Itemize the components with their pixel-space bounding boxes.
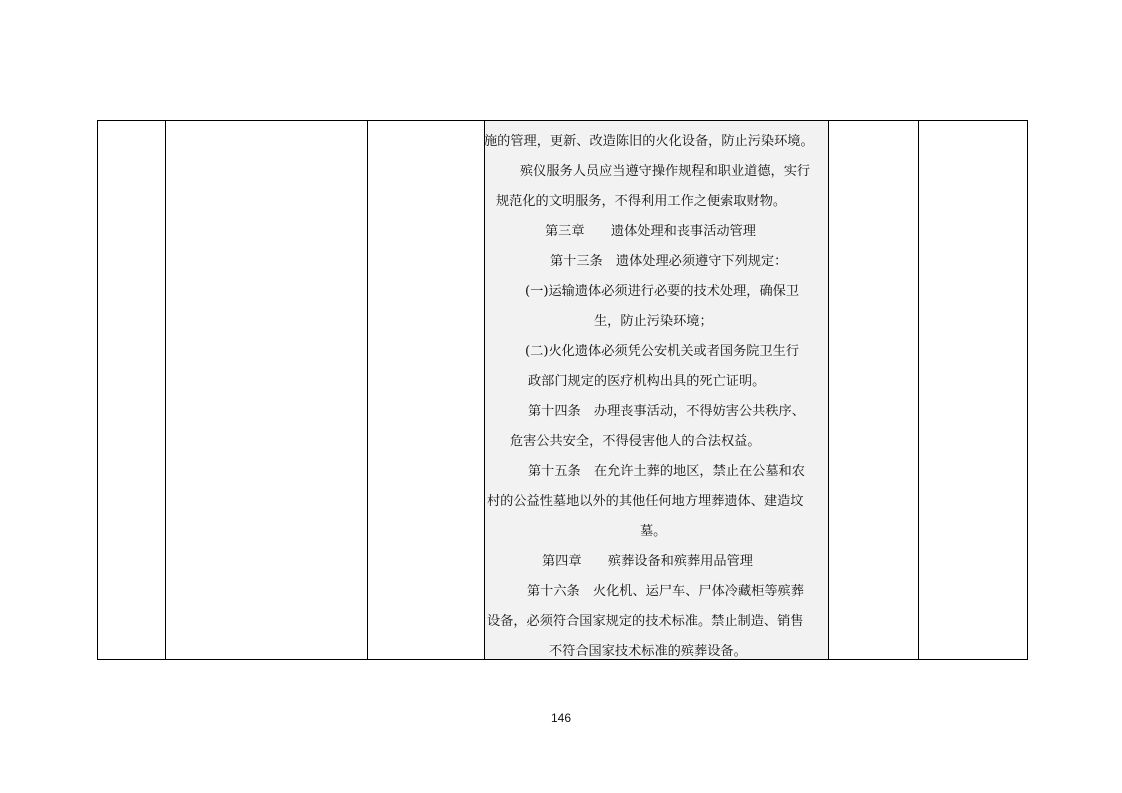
chapter-heading: 第三章 遗体处理和丧事活动管理 (545, 224, 756, 239)
text-line: 设备，必须符合国家规定的技术标准。禁止制造、销售 (487, 614, 804, 629)
text-line: (一)运输遗体必须进行必要的技术处理，确保卫 (525, 284, 800, 299)
table-cell-5 (829, 121, 919, 659)
text-line: 村的公益性墓地以外的其他任何地方埋葬遗体、建造坟 (487, 494, 804, 509)
text-line: 施的管理，更新、改造陈旧的火化设备，防止污染环境。 (484, 134, 814, 149)
table-cell-6 (919, 121, 1027, 659)
table-cell-3 (368, 121, 485, 659)
page-number: 146 (550, 711, 572, 725)
text-line: 危害公共安全，不得侵害他人的合法权益。 (510, 434, 761, 449)
table-cell-regulation-text (485, 121, 829, 659)
chapter-heading: 第四章 殡葬设备和殡葬用品管理 (542, 554, 753, 569)
text-line: 殡仪服务人员应当遵守操作规程和职业道德，实行 (520, 164, 811, 179)
article-text-line: 第十六条 火化机、运尸车、尸体冷藏柜等殡葬 (527, 584, 804, 599)
table-cell-2 (166, 121, 368, 659)
text-line: (二)火化遗体必须凭公安机关或者国务院卫生行 (525, 344, 800, 359)
text-line: 不符合国家技术标准的殡葬设备。 (549, 644, 747, 659)
table-cell-1 (98, 121, 166, 659)
article-text-line: 第十五条 在允许土葬的地区，禁止在公墓和农 (528, 464, 805, 479)
text-line: 墓。 (640, 524, 667, 539)
document-table (97, 120, 1028, 660)
text-line: 规范化的文明服务，不得利用工作之便索取财物。 (496, 194, 787, 209)
text-line: 生，防止污染环境； (594, 314, 713, 329)
article-heading: 第十三条 遗体处理必须遵守下列规定： (550, 254, 788, 269)
article-text-line: 第十四条 办理丧事活动，不得妨害公共秩序、 (528, 404, 805, 419)
text-line: 政部门规定的医疗机构出具的死亡证明。 (528, 374, 766, 389)
